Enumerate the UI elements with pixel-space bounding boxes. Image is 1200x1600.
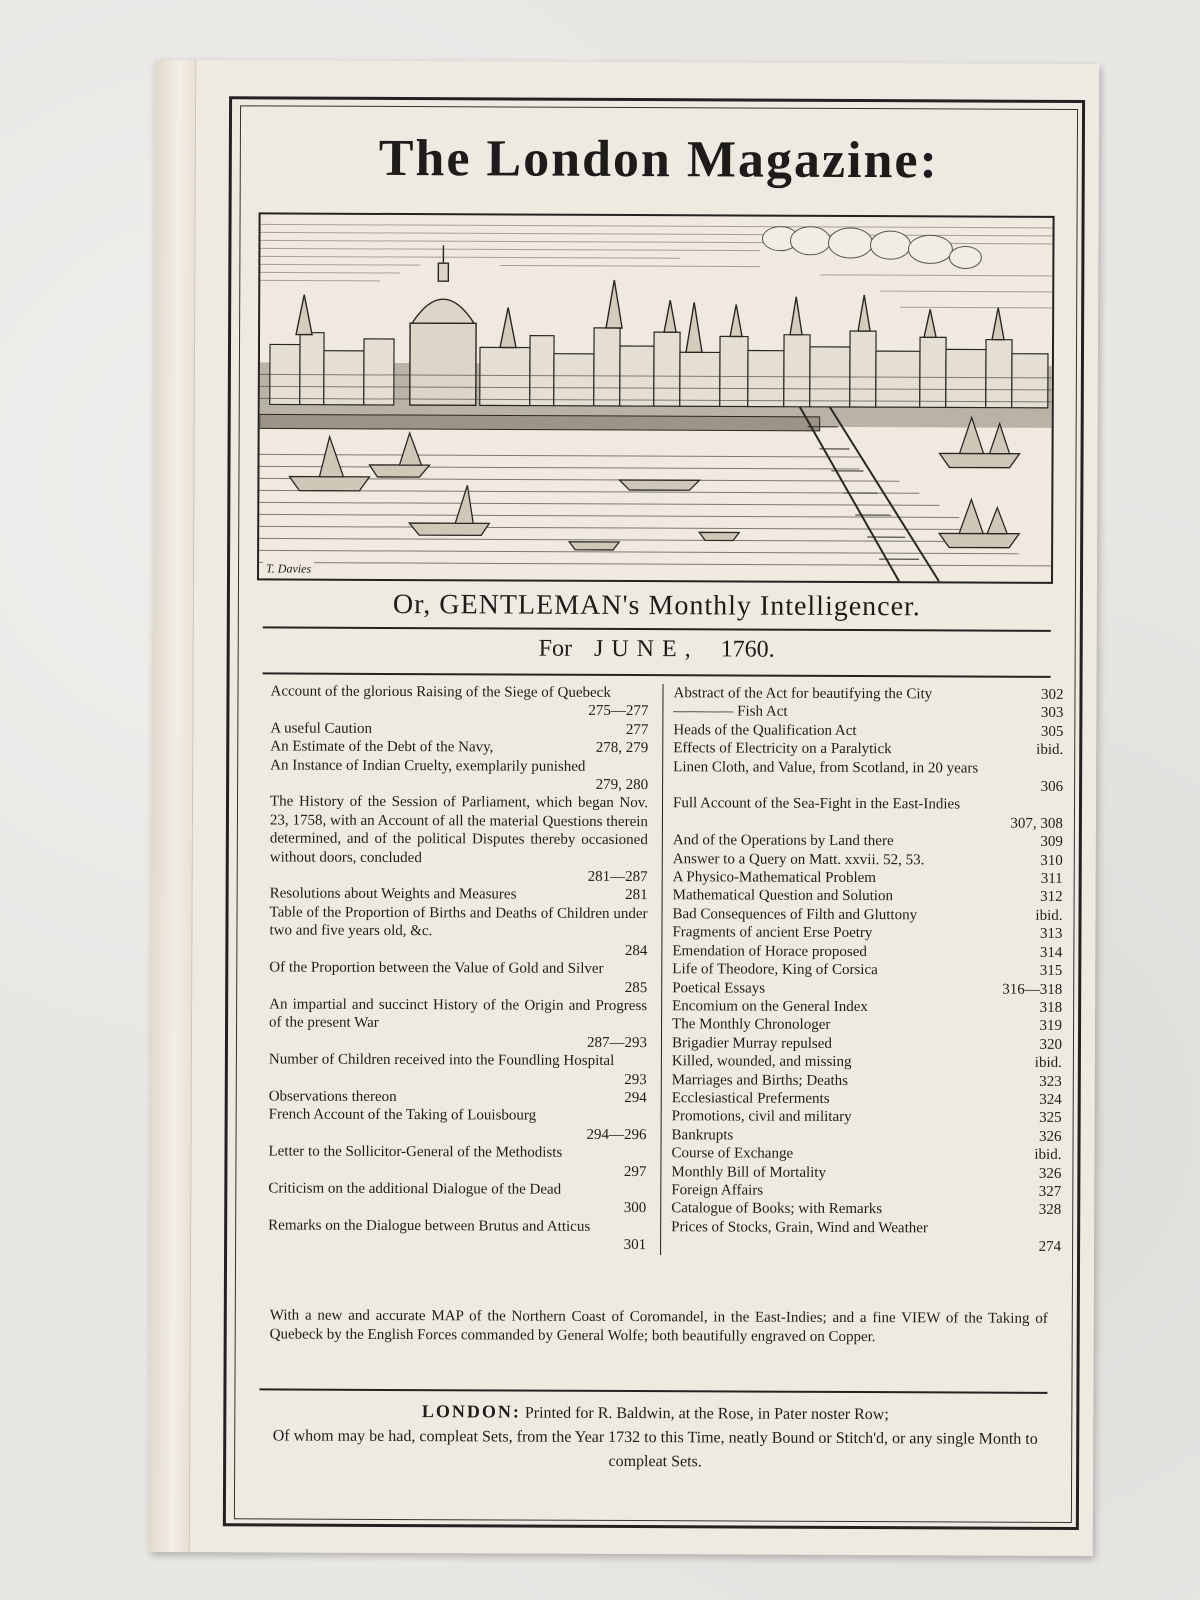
entry-title: And of the Operations by Land there xyxy=(672,832,894,850)
entry-page: 294—296 xyxy=(586,1126,647,1143)
entry-title: Marriages and Births; Deaths xyxy=(671,1071,849,1089)
entry-title: Answer to a Query on Matt. xxvii. 52, 53. xyxy=(672,850,925,868)
title-page xyxy=(223,96,1085,1530)
entry-title: Emendation of Horace proposed xyxy=(672,942,867,960)
entry-title: Monthly Bill of Mortality xyxy=(671,1163,827,1181)
entry-title: Resolutions about Weights and Measures xyxy=(269,885,517,904)
entry-title: Bankrupts xyxy=(671,1126,734,1144)
contents-entry xyxy=(673,831,1063,851)
entry-title: Brigadier Murray repulsed xyxy=(671,1034,832,1052)
contents-entry xyxy=(673,739,1063,759)
contents-entry xyxy=(270,682,648,720)
skyline-illustration xyxy=(259,214,1053,581)
entry-page: 300 xyxy=(623,1200,647,1217)
contents-entry xyxy=(268,1179,646,1217)
contents-entry xyxy=(270,885,648,905)
entry-page: 326 xyxy=(1039,1128,1062,1145)
contents-entry xyxy=(671,1163,1061,1183)
entry-page: 320 xyxy=(1039,1036,1063,1053)
imprint-rule xyxy=(259,1388,1047,1393)
contents-entry xyxy=(672,997,1062,1017)
entry-page: 287—293 xyxy=(586,1034,648,1051)
entry-title: Effects of Electricity on a Paralytick xyxy=(673,740,892,758)
imprint xyxy=(255,1398,1055,1475)
issue-year: 1760. xyxy=(720,636,775,663)
imprint-printer: Printed for R. Baldwin, at the Rose, in Pater noster Row; xyxy=(524,1404,889,1424)
entry-page: 307, 308 xyxy=(1010,815,1063,832)
entry-page: 279, 280 xyxy=(595,776,649,794)
subtitle-rule xyxy=(263,626,1051,631)
contents-entry xyxy=(672,1016,1062,1036)
entry-page: 274 xyxy=(1038,1239,1062,1256)
contents-entry xyxy=(269,1051,647,1089)
entry-title: Catalogue of Books; with Remarks xyxy=(671,1200,883,1218)
entry-title: Table of the Proportion of Births and Deaths of Children under two and five years old, &c. xyxy=(269,904,648,940)
booklet-spine xyxy=(149,60,197,1552)
contents-entry xyxy=(671,1181,1061,1201)
contents-entry xyxy=(671,1218,1061,1257)
plates-note: With a new and accurate MAP of the Northern Coast of Coromandel, in the East-Indies; and a fine VIEW of the Taking of Quebeck by the English Forces commanded by General Wolfe; both beautifully engraved on Copper. xyxy=(269,1307,1048,1346)
entry-title: Full Account of the Sea-Fight in the East-Indies xyxy=(672,795,961,813)
contents-entry xyxy=(673,868,1063,888)
contents-entry xyxy=(672,1034,1062,1054)
entry-title: Observations thereon xyxy=(268,1088,397,1105)
contents-entry xyxy=(269,1106,647,1144)
entry-page: 311 xyxy=(1040,870,1063,887)
entry-page: 285 xyxy=(624,979,648,996)
entry-page: 306 xyxy=(1040,778,1064,795)
magazine-subtitle: Or, GENTLEMAN's Monthly Intelligencer. xyxy=(392,588,921,623)
entry-page: 302 xyxy=(1040,686,1064,703)
entry-page: 281 xyxy=(625,887,648,904)
issue-prefix: For xyxy=(538,635,573,662)
entry-title: Bad Consequences of Filth and Gluttony xyxy=(672,906,918,924)
entry-page: ibid. xyxy=(1036,742,1064,759)
contents-entry xyxy=(269,1087,647,1107)
masthead-title: The London Magazine: xyxy=(378,129,939,190)
entry-title: An impartial and succinct History of the Origin and Progress of the present War xyxy=(269,996,648,1032)
entry-page: 297 xyxy=(623,1163,647,1180)
entry-page: 277 xyxy=(625,721,649,738)
contents-right-column xyxy=(660,684,1063,1256)
contents-left-column xyxy=(268,682,660,1254)
entry-title: Life of Theodore, King of Corsica xyxy=(672,961,878,979)
contents-entry xyxy=(672,1108,1062,1128)
entry-page: ibid. xyxy=(1034,1054,1062,1072)
contents-entry xyxy=(672,960,1062,980)
entry-page: 315 xyxy=(1039,962,1063,980)
entry-page: ibid. xyxy=(1035,907,1063,924)
contents-entry xyxy=(673,850,1063,870)
entry-title: Heads of the Qualification Act xyxy=(673,722,857,739)
entry-page: 314 xyxy=(1039,944,1063,961)
contents-entry xyxy=(673,684,1063,704)
entry-title: French Account of the Taking of Louisbourg xyxy=(268,1106,537,1124)
entry-title: Linen Cloth, and Value, from Scotland, in 20 years xyxy=(673,758,979,777)
contents-entry xyxy=(672,1126,1062,1146)
entry-page: 275—277 xyxy=(588,703,649,720)
contents-entry xyxy=(672,1089,1062,1109)
entry-title: Criticism on the additional Dialogue of the Dead xyxy=(268,1180,562,1198)
entry-page: 305 xyxy=(1040,723,1064,740)
contents-entry xyxy=(673,703,1063,723)
imprint-city: LONDON: xyxy=(421,1401,521,1422)
london-skyline-engraving xyxy=(257,212,1055,583)
contents-entry xyxy=(673,887,1063,907)
contents-entry xyxy=(672,923,1062,943)
entry-page: 324 xyxy=(1039,1091,1062,1108)
entry-title: ———— Fish Act xyxy=(673,703,788,721)
contents-entry xyxy=(672,905,1062,925)
issue-date xyxy=(239,634,1075,665)
entry-title: Encomium on the General Index xyxy=(672,998,868,1015)
entry-page: 318 xyxy=(1039,999,1063,1016)
entry-title: Foreign Affairs xyxy=(671,1182,764,1199)
entry-page: 293 xyxy=(624,1071,647,1088)
entry-title: An Estimate of the Debt of the Navy, xyxy=(270,738,494,756)
entry-page: ibid. xyxy=(1034,1146,1062,1164)
entry-page: 316—318 xyxy=(1002,981,1063,998)
contents-entry xyxy=(672,942,1062,962)
entry-page: 319 xyxy=(1039,1018,1063,1035)
entry-title: Abstract of the Act for beautifying the City xyxy=(673,685,933,703)
entry-title: Of the Proportion between the Value of Gold and Silver xyxy=(269,959,604,978)
entry-title: Remarks on the Dialogue between Brutus and Atticus xyxy=(268,1217,591,1235)
entry-page: 281—287 xyxy=(587,868,648,886)
contents-entry xyxy=(671,1200,1061,1220)
issue-month: JUNE, xyxy=(593,635,699,663)
entry-title: Number of Children received into the Foundling Hospital xyxy=(268,1051,615,1070)
entry-title: A Physico-Mathematical Problem xyxy=(672,869,877,887)
entry-page: 301 xyxy=(623,1237,647,1254)
entry-title: Course of Exchange xyxy=(671,1145,794,1162)
entry-page: 327 xyxy=(1038,1183,1062,1200)
imprint-sets: Of whom may be had, compleat Sets, from the Year 1732 to this Time, neatly Bound or Stitch'd, or any single Month to compleat Sets. xyxy=(272,1427,1038,1471)
contents-entry xyxy=(270,719,648,739)
contents-entry xyxy=(268,1143,646,1181)
entry-title: A useful Caution xyxy=(270,720,373,737)
contents-entry xyxy=(270,793,648,887)
entry-page: 313 xyxy=(1039,926,1063,943)
entry-page: 328 xyxy=(1038,1202,1062,1219)
contents-entry xyxy=(270,738,648,758)
entry-page: 294 xyxy=(624,1089,647,1107)
contents-entry xyxy=(269,995,647,1052)
entry-page: 325 xyxy=(1039,1110,1062,1127)
page-inner-border xyxy=(234,105,1078,1523)
entry-title: Fragments of ancient Erse Poetry xyxy=(672,924,873,942)
contents-entry xyxy=(673,721,1063,741)
entry-title: Promotions, civil and military xyxy=(671,1108,852,1126)
engraver-signature: T. Davies xyxy=(263,561,314,576)
contents-entry xyxy=(269,959,647,997)
entry-title: Ecclesiastical Preferments xyxy=(671,1090,830,1107)
contents-entry xyxy=(671,1144,1061,1164)
entry-page: 323 xyxy=(1039,1073,1062,1090)
contents-entry xyxy=(268,1216,646,1254)
entry-page: 326 xyxy=(1038,1165,1062,1182)
contents-entry xyxy=(270,756,648,794)
entry-title: Killed, wounded, and missing xyxy=(671,1053,852,1071)
magazine-booklet xyxy=(149,60,1100,1556)
entry-page: 312 xyxy=(1040,889,1063,906)
contents-entry xyxy=(672,1052,1062,1072)
contents-entry xyxy=(673,758,1063,797)
entry-title: Letter to the Sollicitor-General of the Methodists xyxy=(268,1143,563,1161)
issue-rule xyxy=(263,672,1051,677)
entry-title: Prices of Stocks, Grain, Wind and Weather xyxy=(671,1218,928,1237)
entry-title: Poetical Essays xyxy=(672,979,766,997)
entry-page: 309 xyxy=(1040,834,1063,851)
entry-title: An Instance of Indian Cruelty, exemplarily punished xyxy=(270,757,586,775)
contents-entry xyxy=(672,979,1062,999)
contents-entry xyxy=(673,795,1063,834)
entry-title: The Monthly Chronologer xyxy=(672,1016,831,1034)
table-of-contents xyxy=(268,682,1065,1297)
entry-title: Mathematical Question and Solution xyxy=(672,887,894,905)
entry-page: 278, 279 xyxy=(595,740,649,757)
entry-title: The History of the Session of Parliament, which began Nov. 23, 1758, with an Account of all the material Questions therein determined, and of the political Disputes thereby occasioned without doors, concluded xyxy=(269,793,649,866)
entry-page: 310 xyxy=(1040,852,1063,869)
entry-page: 284 xyxy=(624,942,648,959)
contents-entry xyxy=(672,1071,1062,1091)
contents-entry xyxy=(269,903,647,960)
entry-page: 303 xyxy=(1040,705,1064,722)
entry-title: Account of the glorious Raising of the Siege of Quebeck xyxy=(270,683,611,701)
